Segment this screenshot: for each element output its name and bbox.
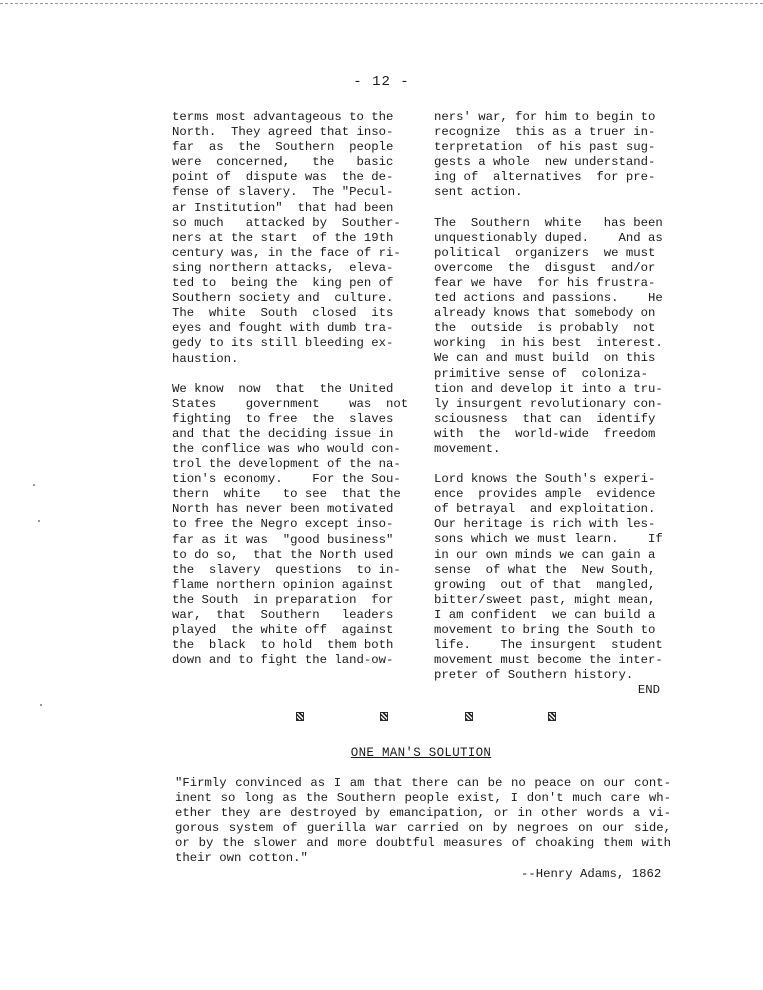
text-line: Our heritage is rich with les- [434,517,656,532]
text-line: and that the deciding issue in [172,426,394,441]
text-line: ted to being the king pen of [172,276,394,291]
text-line: gests a whole new understand- [434,155,656,170]
text-line: recognize this as a truer in- [434,125,656,140]
text-line: to free the Negro except inso- [172,517,394,532]
ornament-icon [465,712,473,721]
text-line: life. The insurgent student [434,638,663,653]
ornament-divider [0,712,763,728]
text-line: far as the Southern people [172,140,394,155]
end-mark: END [637,683,660,698]
scan-speck [40,704,42,706]
text-line: Southern society and culture. [172,291,394,306]
right-paragraph-1 [434,110,670,201]
left-column [172,110,409,683]
text-line: fear we have for his frustra- [434,275,656,290]
text-line: eyes and fought with dumb tra- [172,321,394,336]
text-line: ence provides ample evidence [434,487,656,502]
text-line: the black to hold them both [172,638,394,653]
text-line: the outside is probably not [434,321,656,336]
text-line: with the world-wide freedom [434,426,656,441]
text-line: point of dispute was the de- [172,170,394,185]
text-line: thern white to see that the [172,487,401,502]
text-line: far as it was "good business" [172,532,394,547]
text-line: the conflice was who would con- [172,441,401,456]
ornament-icon [548,712,556,721]
text-line: I am confident we can build a [434,607,656,622]
text-line: fighting to free the slaves [172,411,394,426]
text-line: ly insurgent revolutionary con- [434,396,663,411]
text-line: ted actions and passions. He [434,291,663,306]
text-line: tion's economy. For the Sou- [172,472,401,487]
text-line: so much attacked by Souther- [172,215,401,230]
text-line: We can and must build on this [434,351,656,366]
text-line: growing out of that mangled, [434,577,656,592]
text-line: trol the development of the na- [172,457,401,472]
text-line: sing northern attacks, eleva- [172,260,394,275]
quote-attribution: --Henry Adams, 1862 [521,867,662,881]
text-line: The white South closed its [172,306,394,321]
text-line: sent action. [434,185,523,200]
text-line: flame northern opinion against [172,577,394,592]
text-line: bitter/sweet past, might mean, [434,592,656,607]
text-line: ar Institution" that had been [172,200,394,215]
left-paragraph-2 [172,381,409,669]
quote-line: inent so long as the Southern people exist, I don't much care wh- [175,791,671,806]
text-line: movement. [434,441,501,456]
text-line: working in his best interest. [434,336,663,351]
text-line: in our own minds we can gain a [434,547,656,562]
right-paragraph-3 [434,472,670,683]
scan-speck [33,484,35,486]
text-line: war, that Southern leaders [172,608,394,622]
text-line: North. They agreed that inso- [172,125,394,140]
ornament-icon [296,712,304,721]
text-line: We know now that the United [172,381,394,396]
text-line: North has never been motivated [172,502,394,517]
ornament-icon [380,712,388,721]
scan-speck [38,520,40,522]
text-line: overcome the disgust and/or [434,260,656,275]
quote-block [175,776,671,867]
text-line: the South in preparation for [172,592,394,607]
text-line: Lord knows the South's experi- [434,472,656,487]
quote-line: ether they are destroyed by emancipation, or in other words a vi- [175,806,671,821]
text-line: were concerned, the basic [172,155,394,170]
text-line: gedy to its still bleeding ex- [172,336,394,351]
text-line: ing of alternatives for pre- [434,170,656,185]
quote-line: "Firmly convinced as I am that there can be no peace on our cont- [175,776,671,790]
right-paragraph-2 [434,216,670,458]
text-line: haustion. [172,351,239,366]
text-line: unquestionably duped. And as [434,230,663,245]
page-number: - 12 - [353,74,410,90]
text-line: primitive sense of coloniza- [434,366,649,381]
text-line: sons which we must learn. If [434,532,663,547]
quote-line: gorous system of guerilla war carried on by negroes on our side, [175,821,671,836]
top-dashed-rule [0,3,763,4]
quote-line: or by the slower and more doubtful measures of choaking them with [175,836,671,851]
quote-line: their own cotton." [175,851,308,866]
text-line: terms most advantageous to the [172,110,394,124]
text-line: movement to bring the South to [434,623,656,637]
text-line: fense of slavery. The "Pecul- [172,185,394,200]
text-line: terpretation of his past sug- [434,140,656,155]
text-line: tion and develop it into a tru- [434,381,663,396]
text-line: played the white off against [172,623,394,638]
text-line: sciousness that can identify [434,411,656,426]
left-paragraph-1 [172,110,406,367]
text-line: movement must become the inter- [434,653,663,668]
text-line: already knows that somebody on [434,306,656,321]
text-line: century was, in the face of ri- [172,245,401,260]
text-line: sense of what the New South, [434,562,656,577]
text-line: ners at the start of the 19th [172,230,394,245]
text-line: political organizers we must [434,245,656,260]
text-line: of betrayal and exploitation. [434,502,656,517]
section-title: ONE MAN'S SOLUTION [350,746,492,760]
text-line: preter of Southern history. [434,668,634,683]
text-line: ners' war, for him to begin to [434,110,656,124]
text-line: to do so, that the North used [172,547,394,562]
text-line: States government was not [172,396,409,411]
text-line: The Southern white has been [434,215,663,230]
text-line: down and to fight the land-ow- [172,653,394,668]
right-column [434,110,670,698]
text-line: the slavery questions to in- [172,562,401,577]
